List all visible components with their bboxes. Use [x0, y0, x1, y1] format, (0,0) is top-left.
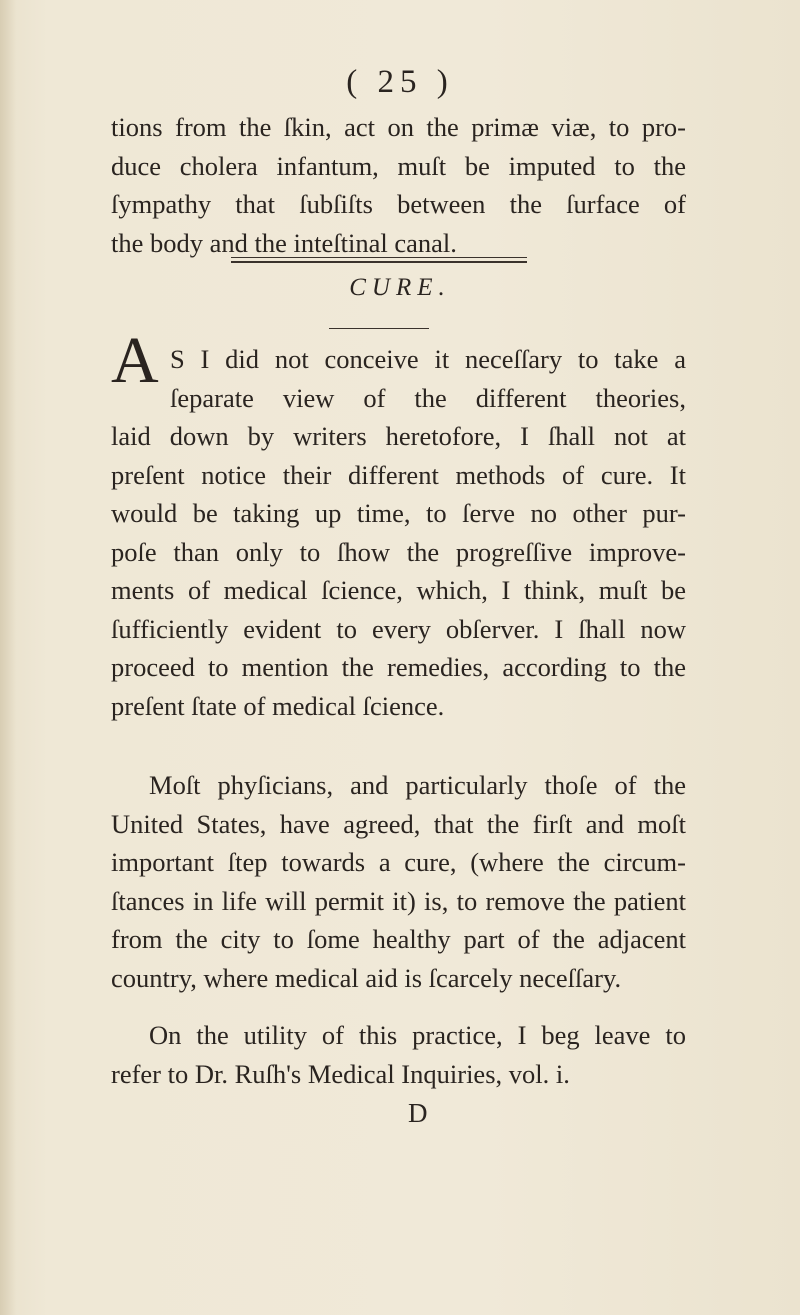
- paragraph-2: [111, 766, 686, 997]
- page-number: ( 25 ): [346, 64, 454, 100]
- text-line: preſent notice their different methods of cure. It: [111, 459, 686, 490]
- text-line: poſe than only to ſhow the progreſſive improve-: [111, 536, 686, 567]
- text-line: United States, have agreed, that the firſt and moſt: [111, 808, 686, 839]
- text-line: important ſtep towards a cure, (where the circum-: [111, 847, 686, 877]
- signature-mark: D: [408, 1098, 428, 1128]
- text-line: laid down by writers heretofore, I ſhall not at: [111, 421, 686, 451]
- text-line: refer to Dr. Ruſh's Medical Inquiries, vol. i.: [111, 1058, 570, 1089]
- text-line: ſympathy that ſubſiſts between the ſurface of: [111, 189, 686, 219]
- text-line: duce cholera infantum, muſt be imputed to the: [111, 150, 686, 181]
- text-line: proceed to mention the remedies, according to the: [111, 652, 686, 682]
- text-line: would be taking up time, to ſerve no other pur-: [111, 498, 686, 528]
- paragraph-1-opening: [170, 340, 686, 417]
- text-line: preſent ſtate of medical ſcience.: [111, 690, 445, 721]
- text-line: from the city to ſome healthy part of the adjacent: [111, 924, 686, 954]
- text-line: ſufficiently evident to every obſerver. I ſhall now: [111, 613, 686, 644]
- intro-paragraph: [111, 108, 686, 262]
- heading-rule: [329, 328, 429, 329]
- text-line: country, where medical aid is ſcarcely neceſſary.: [111, 962, 622, 993]
- text-line: ſeparate view of the different theories,: [170, 382, 686, 413]
- drop-cap: A: [111, 324, 159, 397]
- page-edge-shadow: [0, 0, 16, 1315]
- text-line: On the utility of this practice, I beg leave to: [149, 1020, 686, 1050]
- text-line: ſtances in life will permit it) is, to remove the patient: [111, 885, 686, 916]
- text-line: S I did not conceive it neceſſary to take a: [170, 344, 686, 374]
- text-line: tions from the ſkin, act on the primæ viæ, to pro-: [111, 112, 686, 142]
- double-rule-top: [231, 257, 527, 258]
- paragraph-3: [111, 1016, 686, 1093]
- text-line: Moſt phyſicians, and particularly thoſe of the: [149, 770, 686, 800]
- text-line: the body and the inteſtinal canal.: [111, 227, 457, 258]
- section-heading: CURE.: [349, 274, 451, 301]
- double-rule-bottom: [231, 261, 527, 263]
- paragraph-1: [111, 417, 686, 725]
- text-line: ments of medical ſcience, which, I think, muſt be: [111, 575, 686, 605]
